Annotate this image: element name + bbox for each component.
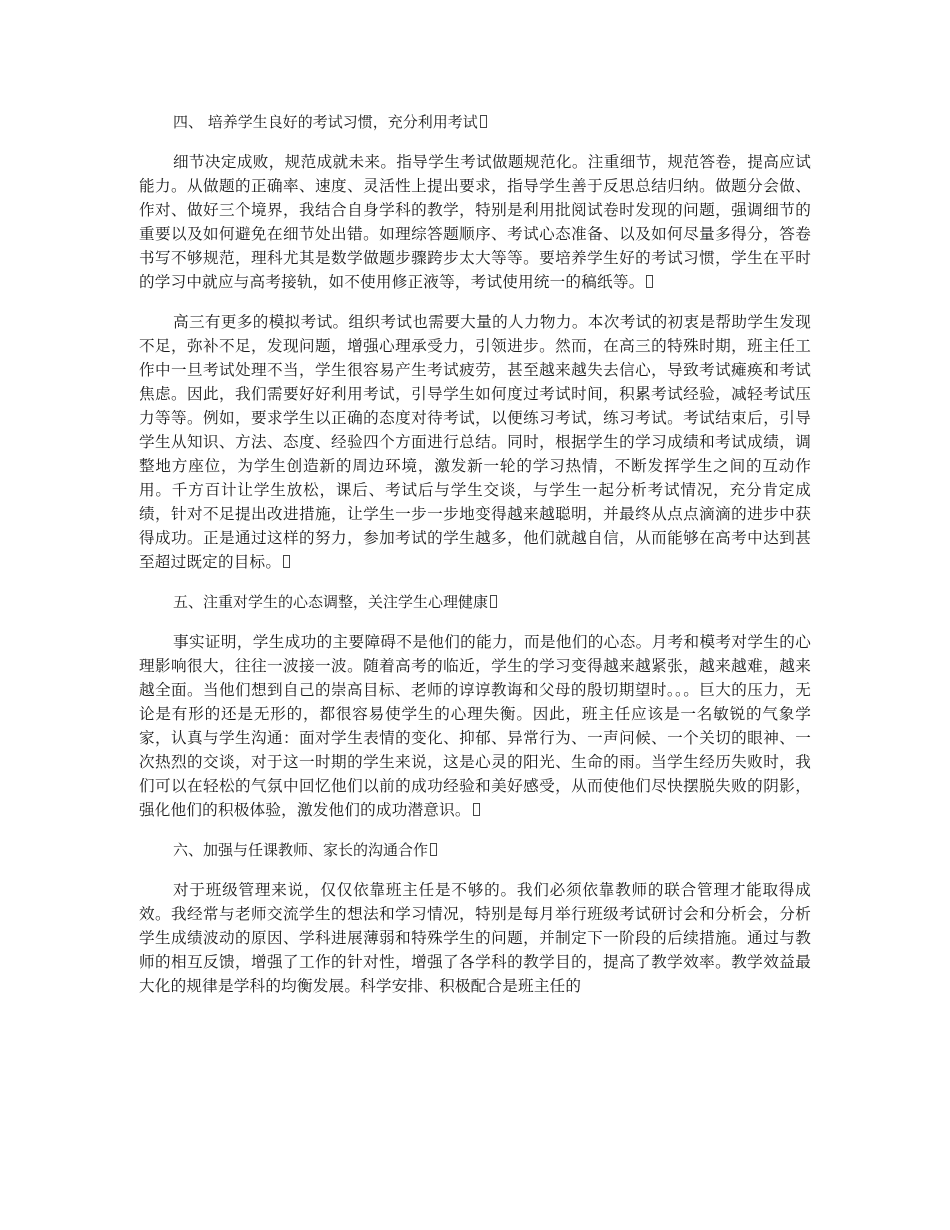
paragraph-mark-icon xyxy=(473,803,480,816)
document-page xyxy=(139,110,811,1014)
section-heading-5: 五、注重对学生的心态调整，关注学生心理健康 xyxy=(139,590,811,614)
section-heading-6: 六、加强与任课教师、家长的沟通合作 xyxy=(139,838,811,862)
section-5-paragraph-1: 事实证明，学生成功的主要障碍不是他们的能力，而是他们的心态。月考和模考对学生的心理影响很大，往往一波接一波。随着高考的临近，学生的学习变得越来越紧张，越来越难，越来越全面。当他们想到自己的崇高目标、老师的谆谆教诲和父母的殷切期望时。。。巨大的压力，无论是有形的还是无形的，都很容易使学生的心理失衡。因此，班主任应该是一名敏锐的气象学家，认真与学生沟通：面对学生表情的变化、抑郁、异常行为、一声问候、一个关切的眼神、一次热烈的交谈，对于这一时期的学生来说，这是心灵的阳光、生命的雨。当学生经历失败时，我们可以在轻松的气氛中回忆他们以前的成功经验和美好感受，从而使他们尽快摆脱失败的阴影，强化他们的积极体验，激发他们的成功潜意识。 xyxy=(139,633,811,819)
section-4-paragraph-1: 细节决定成败，规范成就未来。指导学生考试做题规范化。注重细节，规范答卷，提高应试能力。从做题的正确率、速度、灵活性上提出要求，指导学生善于反思总结归纳。做题分会做、作对、做好三个境界，我结合自身学科的教学，特别是利用批阅试卷时发现的问题，强调细节的重要以及如何避免在细节处出错。如理综答题顺序、考试心态准备、以及如何尽量多得分，答卷书写不够规范，理科尤其是数学做题步骤跨步太大等等。要培养学生好的考试习惯，学生在平时的学习中就应与高考接轨，如不使用修正液等，考试使用统一的稿纸等。 xyxy=(139,153,811,291)
paragraph-mark-icon xyxy=(490,595,497,608)
paragraph-mark-icon xyxy=(480,115,487,128)
paragraph-mark-icon xyxy=(430,843,437,856)
section-4-paragraph-2: 高三有更多的模拟考试。组织考试也需要大量的人力物力。本次考试的初衷是帮助学生发现不足，弥补不足，发现问题，增强心理承受力，引领进步。然而，在高三的特殊时期，班主任工作中一旦考试处理不当，学生很容易产生考试疲劳，甚至越来越失去信心，导致考试瘫痪和考试焦虑。因此，我们需要好好利用考试，引导学生如何度过考试时间，积累考试经验，减轻考试压力等等。例如，要求学生以正确的态度对待考试，以便练习考试，练习考试。考试结束后，引导学生从知识、方法、态度、经验四个方面进行总结。同时，根据学生的学习成绩和考试成绩，调整地方座位，为学生创造新的周边环境，激发新一轮的学习热情，不断发挥学生之间的互动作用。千方百计让学生放松，课后、考试后与学生交谈，与学生一起分析考试情况，充分肯定成绩，针对不足提出改进措施，让学生一步一步地变得越来越聪明，并最终从点点滴滴的进步中获得成功。正是通过这样的努力，参加考试的学生越多，他们就越自信，从而能够在高考中达到甚至超过既定的目标。 xyxy=(139,313,811,571)
paragraph-mark-icon xyxy=(646,275,653,288)
section-6-paragraph-1: 对于班级管理来说，仅仅依靠班主任是不够的。我们必须依靠教师的联合管理才能取得成效。我经常与老师交流学生的想法和学习情况，特别是每月举行班级考试研讨会和分析会，分析学生成绩波动的原因、学科进展薄弱和特殊学生的问题，并制定下一阶段的后续措施。通过与教师的相互反馈，增强了工作的针对性，增强了各学科的教学目的，提高了教学效率。教学效益最大化的规律是学科的均衡发展。科学安排、积极配合是班主任的 xyxy=(139,881,811,995)
section-heading-4: 四、 培养学生良好的考试习惯，充分利用考试 xyxy=(139,110,811,134)
paragraph-mark-icon xyxy=(283,555,290,568)
